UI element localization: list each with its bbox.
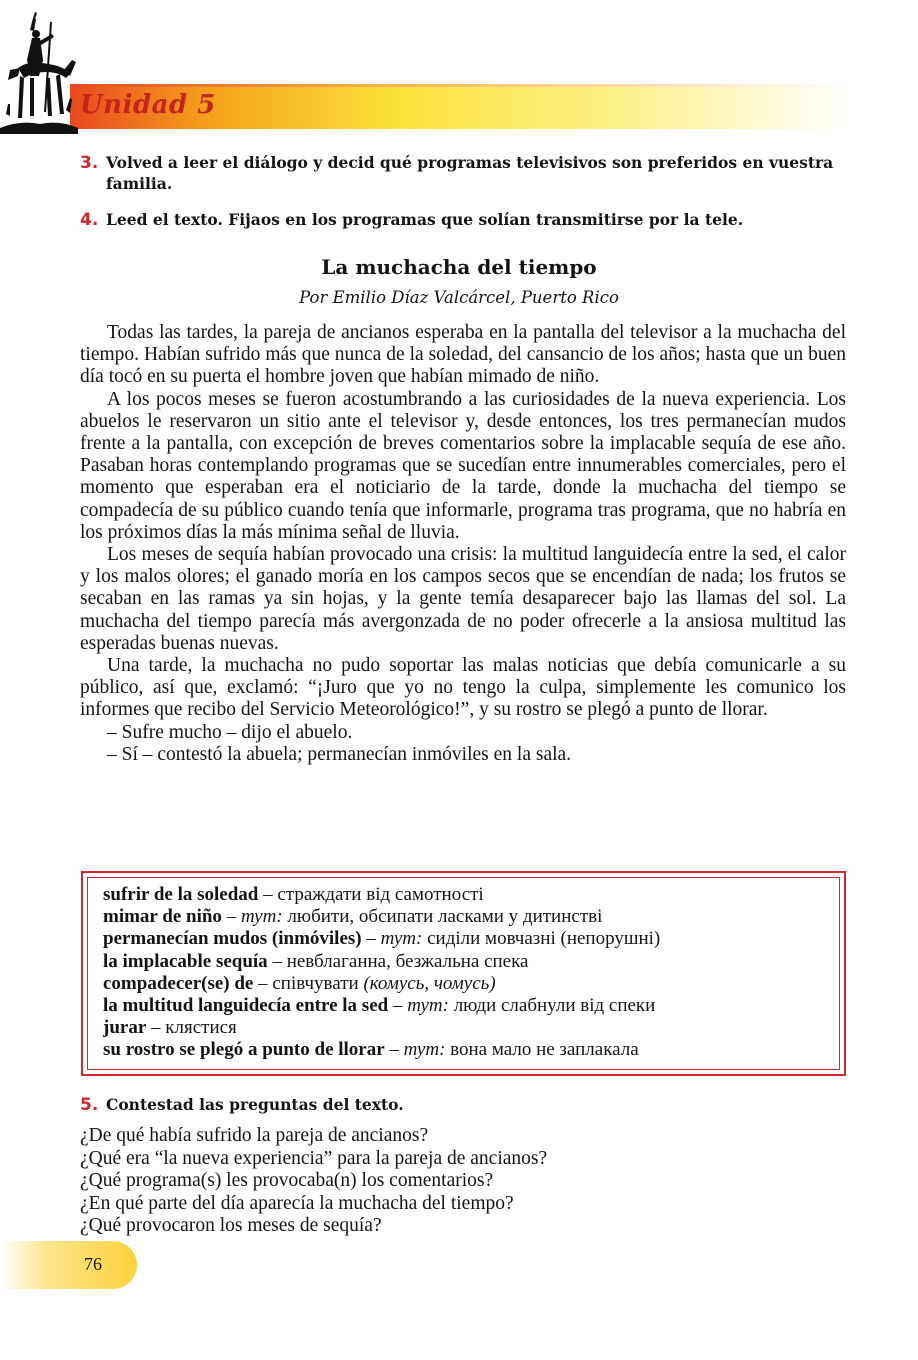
vocabulary-list (103, 884, 843, 1062)
question-item: ¿En qué parte del día aparecía la muchacha del tiempo? (80, 1192, 514, 1214)
task-3 (80, 152, 846, 194)
task-4 (80, 209, 846, 231)
vocabulary-note: тут: (407, 995, 449, 1017)
vocabulary-term: sufrir de la soledad (103, 884, 259, 905)
story-paragraph: Una tarde, la muchacha no pudo soportar las malas noticias que debía comunicarle a su público, así que, exclamó: “¡Juro que yo no tengo la culpa, simplemente les comunico los informes que recibo del Servicio Meteorológico!”, y su rostro se plegó a punto de llorar. (80, 655, 846, 721)
vocabulary-translation: – страждати від самотності (258, 884, 484, 905)
task-number: 5. (80, 1095, 99, 1115)
story-dialog-line: – Sí – contestó la abuela; permanecían inmóviles en la sala. (107, 743, 572, 765)
vocabulary-note: тут: (380, 928, 423, 950)
story-paragraph: Todas las tardes, la pareja de ancianos esperaba en la pantalla del televisor a la muchacha del tiempo. Habían sufrido más que nunca de la soledad, del cansancio de los años; hasta que un buen día tocó en su puerta el hombre joven que habían mimado de niño. (80, 322, 846, 388)
task-text: Leed el texto. Fijaos en los programas que solían transmitirse por la tele. (106, 210, 744, 229)
vocabulary-term: su rostro se plegó a punto de llorar (103, 1039, 385, 1061)
task-5 (80, 1094, 846, 1116)
task-text: Volved a leer el diálogo y decid qué programas televisivos son preferidos en vuestra familia. (106, 153, 834, 193)
vocabulary-translation: – співчувати (253, 972, 364, 994)
don-quixote-silhouette-icon (0, 10, 78, 145)
story-text (80, 322, 846, 766)
story-paragraph: Los meses de sequía habían provocado una crisis: la multitud languidecía entre la sed, el calor y los malos olores; el ganado moría en los campos secos que se encendían de nada; los frutos se secaban en las ramas ya sin hojas, y la gente temía desaparecer bajo las llamas del sol. La muchacha del tiempo parecía más avergonzada de no poder ofrecerle a la ansiosa multitud las esperadas buenas nuevas. (80, 544, 846, 654)
question-item: ¿De qué había sufrido la pareja de ancianos? (80, 1125, 429, 1146)
questions-list (80, 1125, 840, 1238)
vocabulary-item: su rostro se plegó a punto de llorar – тут: вона мало не заплакала (103, 1039, 639, 1061)
question-item: ¿Qué provocaron los meses de sequía? (80, 1215, 382, 1236)
vocabulary-translation: сиділи мовчазні (непорушні) (422, 928, 661, 950)
vocabulary-translation: вона мало не заплакала (445, 1039, 639, 1061)
vocabulary-term: permanecían mudos (inmóviles) (103, 928, 362, 950)
unit-title: Unidad 5 (80, 90, 216, 120)
vocabulary-item (103, 884, 843, 906)
task-number: 3. (80, 153, 99, 173)
task-number: 4. (80, 210, 99, 230)
vocabulary-term: compadecer(se) de (103, 972, 254, 994)
vocabulary-note: тут: (240, 906, 283, 928)
vocabulary-translation: – клястися (146, 1017, 237, 1039)
page-number: 76 (84, 1254, 102, 1274)
vocabulary-term: la multitud languidecía entre la sed (103, 995, 389, 1017)
vocabulary-item: mimar de niño – тут: любити, обсипати ласками у дитинстві (103, 906, 603, 928)
vocabulary-item: la multitud languidecía entre la sed – тут: люди слабнули від спеки (103, 995, 656, 1017)
vocabulary-translation: люди слабнули від спеки (448, 995, 656, 1017)
story-dialog-line: – Sufre mucho – dijo el abuelo. (107, 721, 353, 743)
story-paragraph: A los pocos meses se fueron acostumbrando a las curiosidades de la nueva experiencia. Los abuelos le reservaron un sitio ante el televisor y, desde entonces, los tres permanecían mudos frente a la pantalla, con excepción de breves comentarios sobre la implacable sequía de ese año. Pasaban horas contemplando programas que se sucedían entre innumerables comerciales, pero el momento que esperaban era el noticiario de la tarde, donde la muchacha del tiempo se compadecía de su público cuando tenía que informarle, programa tras programa, que no habría en los próximos días la más mínima señal de lluvia. (80, 388, 846, 543)
story-author: Por Emilio Díaz Valcárcel, Puerto Rico (299, 288, 619, 307)
page-number-badge (0, 1241, 137, 1289)
vocabulary-term: mimar de niño (103, 906, 222, 928)
vocabulary-translation: – невблаганна, безжальна спека (267, 950, 529, 972)
vocabulary-item: permanecían mudos (inmóviles) – тут: сиділи мовчазні (непорушні) (103, 928, 661, 950)
vocabulary-term: la implacable sequía (103, 950, 268, 972)
vocabulary-item (103, 1017, 843, 1039)
story-title: La muchacha del tiempo (321, 255, 597, 279)
vocabulary-item (103, 951, 843, 973)
question-item: ¿Qué programa(s) les provocaba(n) los comentarios? (80, 1170, 494, 1191)
vocabulary-translation: любити, обсипати ласками у дитинстві (282, 906, 603, 928)
vocabulary-term: jurar (103, 1017, 147, 1039)
vocabulary-note: тут: (403, 1039, 446, 1061)
question-item: ¿Qué era “la nueva experiencia” para la pareja de ancianos? (80, 1147, 548, 1169)
task-text: Contestad las preguntas del texto. (106, 1095, 404, 1114)
vocabulary-note: (комусь, чомусь) (363, 972, 496, 994)
vocabulary-item (103, 973, 843, 995)
